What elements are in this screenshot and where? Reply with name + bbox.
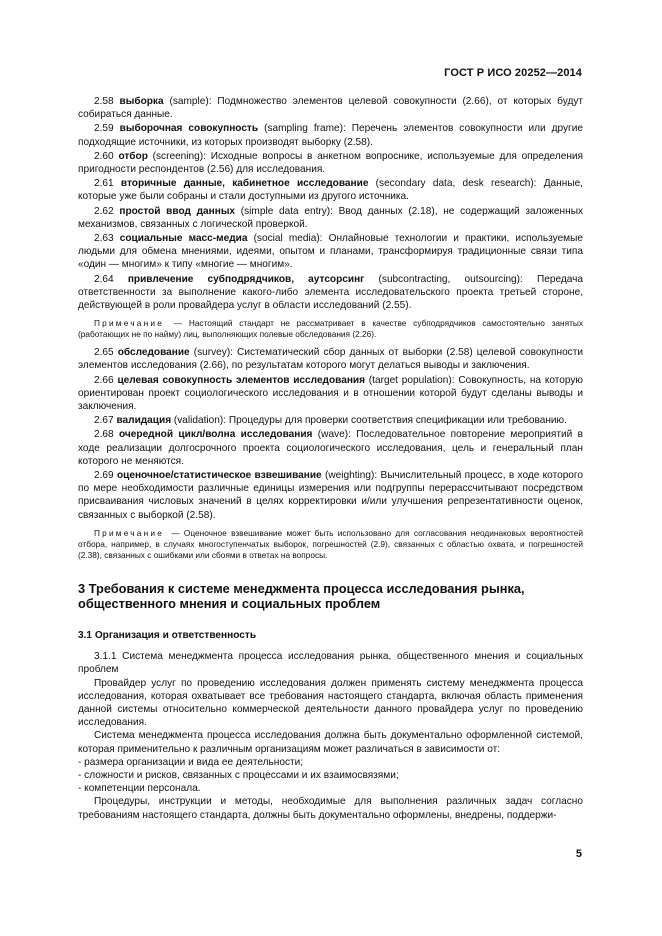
term-name: вторичные данные, кабинетное исследование: [120, 178, 369, 190]
term-text: (target population): Совокупность, на которую ориентирован проект социологического исследования и в отношении которой будут сделаны выводы и заключения.: [78, 374, 583, 413]
term-number: 2.58: [94, 96, 114, 107]
term-name: выборка: [119, 96, 164, 107]
term-definition: [78, 469, 583, 522]
body-paragraph-4: Процедуры, инструкции и методы, необходимые для выполнения различных задач согласно требованиям настоящего стандарта, должны быть документально оформлены, внедрены, поддержи-: [78, 796, 583, 821]
standard-header: ГОСТ Р ИСО 20252—2014: [444, 67, 582, 79]
term-text: (sampling frame): Перечень элементов совокупности или другие подходящие источники, из которых производят выборку (2.58).: [78, 123, 583, 148]
term-name: очередной цикл/волна исследования: [119, 429, 313, 441]
term-name: оценочное/статистическое взвешивание: [116, 470, 322, 482]
body-paragraph-2: Провайдер услуг по проведению исследования должен применять систему менеджмента процесса исследования, которая охватывает все требования настоящего стандарта, включая область применения данной системы относительно коммерческой деятельности данного провайдера услуг по проведению исследования.: [78, 677, 583, 729]
term-definition: [78, 122, 583, 148]
term-text: (screening): Исходные вопросы в анкетном вопроснике, используемые для определения пригодности респондентов (2.56) для исследования.: [78, 150, 583, 176]
note-1-label: Примечание: [94, 318, 165, 329]
note-2-label: Примечание: [94, 527, 165, 538]
note-2-dash: —: [167, 527, 184, 538]
note-1-text: Настоящий стандарт не рассматривает в качестве субподрядчиков самостоятельно занятых (работающих не по найму) лиц, выполняющих полевые обследования (2.26).: [78, 318, 583, 340]
term-definition: [78, 205, 583, 231]
subsection-3-1-title: 3.1 Организация и ответственность: [78, 629, 257, 641]
term-name: обследование: [117, 347, 190, 359]
term-name: отбор: [118, 150, 148, 162]
term-number: 2.69: [94, 470, 114, 482]
section-3-title: 3 Требования к системе менеджмента процесса исследования рынка, общественного мнения и социальных проблем: [78, 580, 525, 611]
note-1: [78, 318, 583, 340]
term-definition: [78, 232, 583, 272]
note-1-dash: —: [167, 318, 189, 329]
term-name: выборочная совокупность: [119, 123, 259, 135]
term-number: 2.61: [94, 178, 114, 190]
term-name: валидация: [116, 415, 172, 427]
term-definitions-group-2: [78, 346, 583, 522]
term-number: 2.67: [94, 415, 114, 427]
term-number: 2.63: [94, 233, 114, 245]
term-definition: [78, 150, 583, 176]
term-text: (social media): Онлайновые технологии и практики, используемые людьми для обмена мнениями, идеями, опытом и планами, трансформируя традиционные связи типа «один — многим» к типу «многие — многим».: [78, 233, 583, 271]
term-definition: [78, 177, 583, 203]
term-definitions-group-1: [78, 95, 583, 312]
page-number: 5: [575, 848, 582, 860]
term-name: привлечение субподрядчиков, аутсорсинг: [127, 273, 365, 285]
term-definition: [78, 374, 583, 414]
term-number: 2.66: [94, 374, 114, 386]
term-number: 2.68: [94, 429, 114, 441]
term-name: социальные масс-медиа: [119, 233, 248, 245]
term-definition: [78, 95, 583, 121]
term-text: (simple data entry): Ввод данных (2.18), не содержащий заложенных механизмов, связанных с логической проверкой.: [78, 205, 583, 230]
list-item: - сложности и рисков, связанных с процессами и их взаимосвязями;: [78, 769, 399, 781]
term-text: (validation): Процедуры для проверки соответствия спецификации или требованию.: [171, 415, 567, 427]
term-definition: [78, 428, 583, 468]
term-text: (subcontracting, outsourcing): Передача ответственности за выполнение какого-либо элемента исследовательского проекта третьей стороне, действующей в роли провайдера услуг в области исследований (2.55).: [78, 273, 584, 312]
term-text: (survey): Систематический сбор данных от выборки (2.58) целевой совокупности элементов исследования (2.66), по результатам которого могут делаться выводы и заключения.: [78, 347, 583, 372]
term-number: 2.64: [94, 273, 114, 285]
body-paragraph-3: Система менеджмента процесса исследования должна быть документально оформленной системой, которая применительно к различным организациям может различаться в зависимости от:: [78, 730, 583, 755]
list-item: - компетенции персонала.: [78, 783, 201, 795]
term-name: простой ввод данных: [119, 205, 236, 217]
list-item: - размера организации и вида ее деятельности;: [78, 756, 304, 768]
term-definition: [78, 273, 583, 313]
term-text: (sample): Подмножество элементов целевой совокупности (2.66), от которых будут собираться данные.: [78, 96, 584, 121]
note-2: [78, 528, 583, 561]
term-number: 2.62: [94, 205, 114, 217]
term-definition: [78, 346, 583, 372]
term-text: (secondary data, desk research): Данные, которые уже были собраны и стали доступными из другого источника.: [78, 178, 583, 203]
term-number: 2.65: [94, 347, 114, 359]
term-number: 2.59: [94, 123, 114, 135]
page-content: [78, 95, 583, 822]
term-text: (wave): Последовательное повторение мероприятий в ходе реализации долгосрочного проекта социологического исследования, цель и генеральный план которого не меняются.: [78, 429, 583, 467]
term-name: целевая совокупность элементов исследования: [117, 374, 366, 386]
term-number: 2.60: [94, 150, 114, 162]
term-definition: [78, 414, 583, 427]
note-2-text: Оценочное взвешивание может быть использовано для согласования неодинаковых вероятностей отбора, например, в случаях многоступенчатых выборок, погрешностей (2.9), связанных с областью охвата, и погрешностей (2.38), связанных с ошибками или сбоями в ответах на вопросы.: [78, 527, 583, 560]
term-text: (weighting): Вычислительный процесс, в ходе которого по мере необходимости различные единицы измерения или подгруппы перерассчитывают посредством присваивания числовых значений в целях корректировки и/или улучшения репрезентативности оценок, связанных с выборкой (2.58).: [78, 470, 583, 521]
body-paragraph-1: 3.1.1 Система менеджмента процесса исследования рынка, общественного мнения и социальных проблем: [78, 651, 583, 676]
